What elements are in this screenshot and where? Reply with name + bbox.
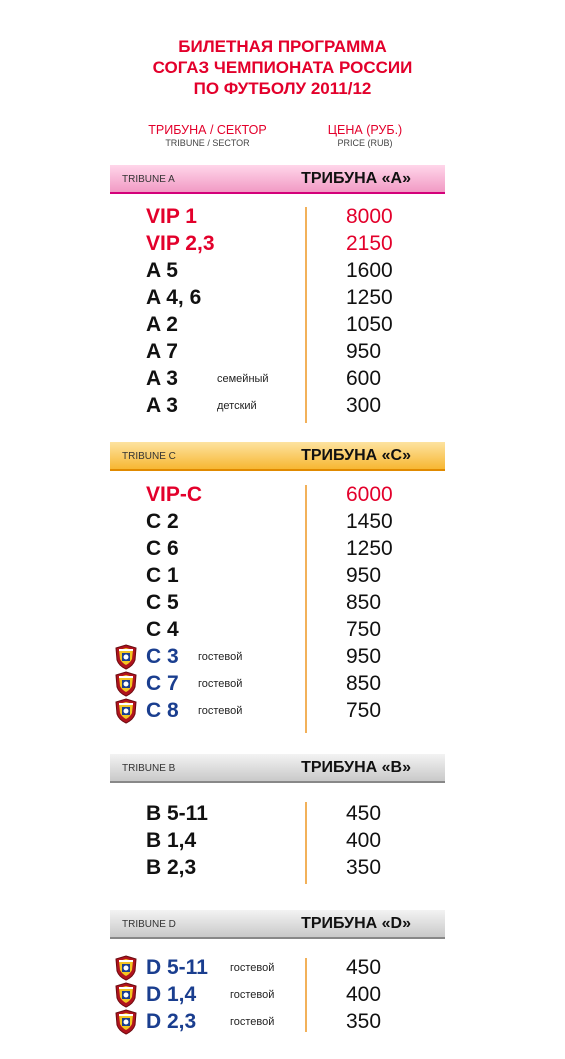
sector-name: C 3 [146, 645, 179, 668]
table-row [0, 562, 565, 589]
price-value: 950 [346, 564, 382, 587]
title-line-3: ПО ФУТБОЛУ 2011/12 [193, 79, 372, 98]
sector-name: C 7 [146, 672, 179, 695]
sector-note: гостевой [198, 651, 243, 663]
tribune-d-band [110, 910, 445, 939]
price-value: 450 [346, 956, 382, 979]
price-value: 350 [346, 1010, 382, 1033]
sector-name: A 7 [146, 340, 178, 363]
price-value: 6000 [346, 483, 393, 506]
sector-name: C 1 [146, 564, 179, 587]
table-row [0, 670, 565, 697]
tribune-a-en: TRIBUNE A [122, 174, 175, 185]
tribune-d-en: TRIBUNE D [122, 919, 176, 930]
table-row [0, 643, 565, 670]
price-value: 1250 [346, 537, 393, 560]
sector-name: C 2 [146, 510, 179, 533]
price-value: 850 [346, 672, 382, 695]
tribune-b-band [110, 754, 445, 783]
price-column-header [310, 123, 420, 149]
tribune-b-en: TRIBUNE B [122, 763, 176, 774]
table-row [0, 981, 565, 1008]
club-crest-icon [114, 644, 138, 670]
sector-note: гостевой [198, 705, 243, 717]
sector-name: VIP 2,3 [146, 232, 215, 255]
price-value: 450 [346, 802, 382, 825]
club-crest-icon [114, 955, 138, 981]
sector-name: C 6 [146, 537, 179, 560]
table-row [0, 338, 565, 365]
sector-name: A 5 [146, 259, 178, 282]
sector-name: C 5 [146, 591, 179, 614]
price-value: 950 [346, 340, 382, 363]
price-value: 400 [346, 983, 382, 1006]
table-row [0, 854, 565, 881]
table-row [0, 535, 565, 562]
sector-name: B 5-11 [146, 802, 208, 825]
tribune-c-ru: ТРИБУНА «С» [301, 447, 411, 464]
tribune-c-band [110, 442, 445, 471]
sector-name: B 1,4 [146, 829, 197, 852]
sector-note: гостевой [198, 678, 243, 690]
price-value: 750 [346, 699, 382, 722]
page-title [0, 36, 565, 99]
price-value: 750 [346, 618, 382, 641]
sector-header-ru: ТРИБУНА / СЕКТОР [148, 123, 267, 137]
table-row [0, 230, 565, 257]
sector-note: детский [217, 400, 257, 412]
tribune-a-band [110, 165, 445, 194]
price-value: 400 [346, 829, 382, 852]
price-header-ru: ЦЕНА (РУБ.) [327, 123, 403, 137]
table-row [0, 1008, 565, 1035]
sector-note: гостевой [230, 989, 275, 1001]
tribune-d-ru: ТРИБУНА «D» [301, 915, 411, 932]
club-crest-icon [114, 1009, 138, 1035]
price-value: 950 [346, 645, 382, 668]
sector-name: VIP 1 [146, 205, 197, 228]
sector-name: D 2,3 [146, 1010, 197, 1033]
sector-name: A 2 [146, 313, 178, 336]
title-line-2: СОГАЗ ЧЕМПИОНАТА РОССИИ [152, 58, 413, 77]
table-row [0, 800, 565, 827]
table-row [0, 954, 565, 981]
table-row [0, 284, 565, 311]
tribune-a-ru: ТРИБУНА «А» [301, 170, 411, 187]
price-value: 350 [346, 856, 382, 879]
sector-name: A 3 [146, 394, 178, 417]
price-value: 8000 [346, 205, 393, 228]
sector-note: гостевой [230, 1016, 275, 1028]
table-row [0, 203, 565, 230]
price-value: 1250 [346, 286, 393, 309]
sector-column-header [120, 123, 295, 149]
sector-name: C 8 [146, 699, 179, 722]
sector-note: семейный [217, 373, 269, 385]
price-value: 2150 [346, 232, 393, 255]
sector-name: C 4 [146, 618, 179, 641]
table-row [0, 616, 565, 643]
table-row [0, 827, 565, 854]
sector-name: A 3 [146, 367, 178, 390]
table-row [0, 257, 565, 284]
price-value: 1600 [346, 259, 393, 282]
sector-name: D 1,4 [146, 983, 197, 1006]
sector-name: A 4, 6 [146, 286, 202, 309]
table-row [0, 311, 565, 338]
tribune-c-en: TRIBUNE C [122, 451, 176, 462]
sector-name: B 2,3 [146, 856, 197, 879]
sector-name: D 5-11 [146, 956, 208, 979]
sector-header-en: TRIBUNE / SECTOR [165, 138, 250, 148]
table-row [0, 365, 565, 392]
price-value: 850 [346, 591, 382, 614]
price-value: 1450 [346, 510, 393, 533]
table-row [0, 392, 565, 419]
table-row [0, 481, 565, 508]
sector-name: VIP-C [146, 483, 203, 506]
tribune-b-ru: ТРИБУНА «В» [301, 759, 411, 776]
table-row [0, 508, 565, 535]
table-row [0, 697, 565, 724]
sector-note: гостевой [230, 962, 275, 974]
table-row [0, 589, 565, 616]
club-crest-icon [114, 698, 138, 724]
club-crest-icon [114, 982, 138, 1008]
price-value: 600 [346, 367, 382, 390]
price-header-en: PRICE (RUB) [337, 138, 393, 148]
price-value: 300 [346, 394, 382, 417]
title-line-1: БИЛЕТНАЯ ПРОГРАММА [178, 37, 387, 56]
price-value: 1050 [346, 313, 393, 336]
club-crest-icon [114, 671, 138, 697]
